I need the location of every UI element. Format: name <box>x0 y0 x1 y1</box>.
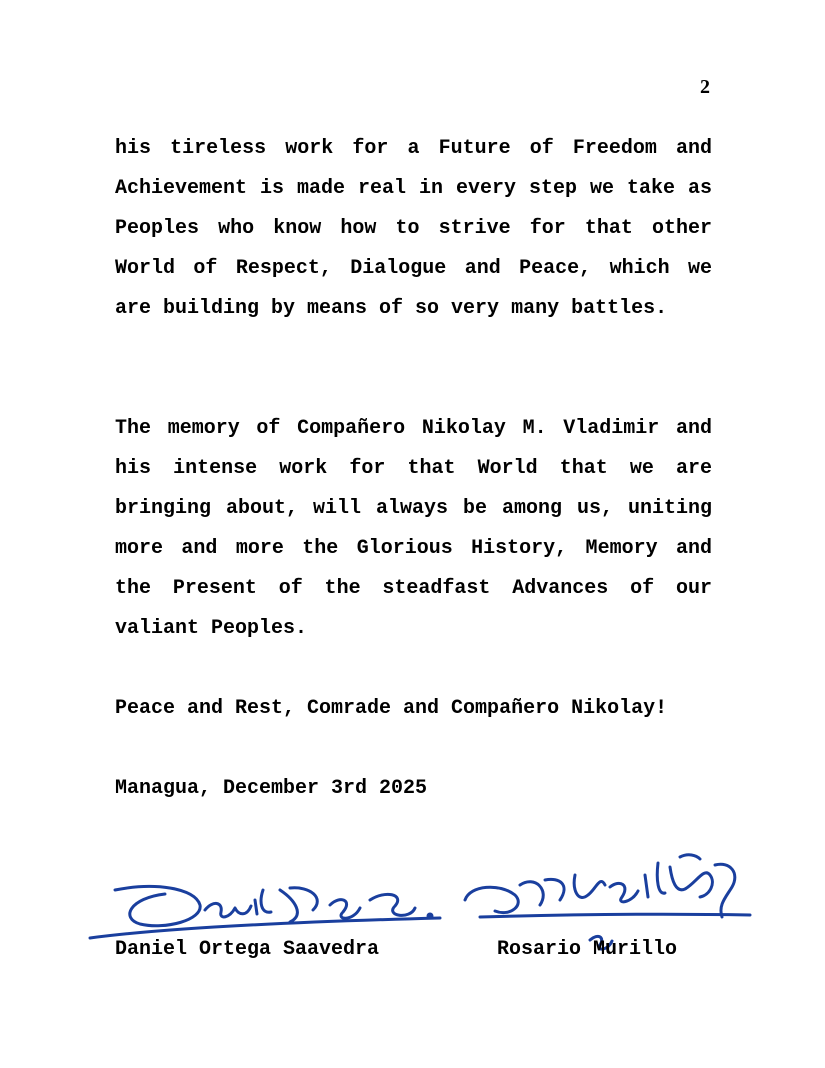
paragraph-memory: The memory of Compañero Nikolay M. Vladimir and his intense work for that World that we are bringing about, will always be among us, uniting more and more the Glorious History, Memory and the Present of the steadfast Advances of our valiant Peoples. <box>115 417 712 640</box>
paragraph-farewell: Peace and Rest, Comrade and Compañero Nikolay! <box>115 697 668 720</box>
signatory-name-left: Daniel Ortega Saavedra <box>115 938 380 961</box>
signatory-name-right: Rosario Murillo <box>497 938 678 961</box>
place-date-line: Managua, December 3rd 2025 <box>115 777 428 800</box>
paragraph-tireless-work: his tireless work for a Future of Freedom and Achievement is made real in every step we take as Peoples who know how to strive for that other World of Respect, Dialogue and Peace, which we are building by means of so very many battles. <box>115 137 712 320</box>
page-number: 2 <box>700 76 710 98</box>
